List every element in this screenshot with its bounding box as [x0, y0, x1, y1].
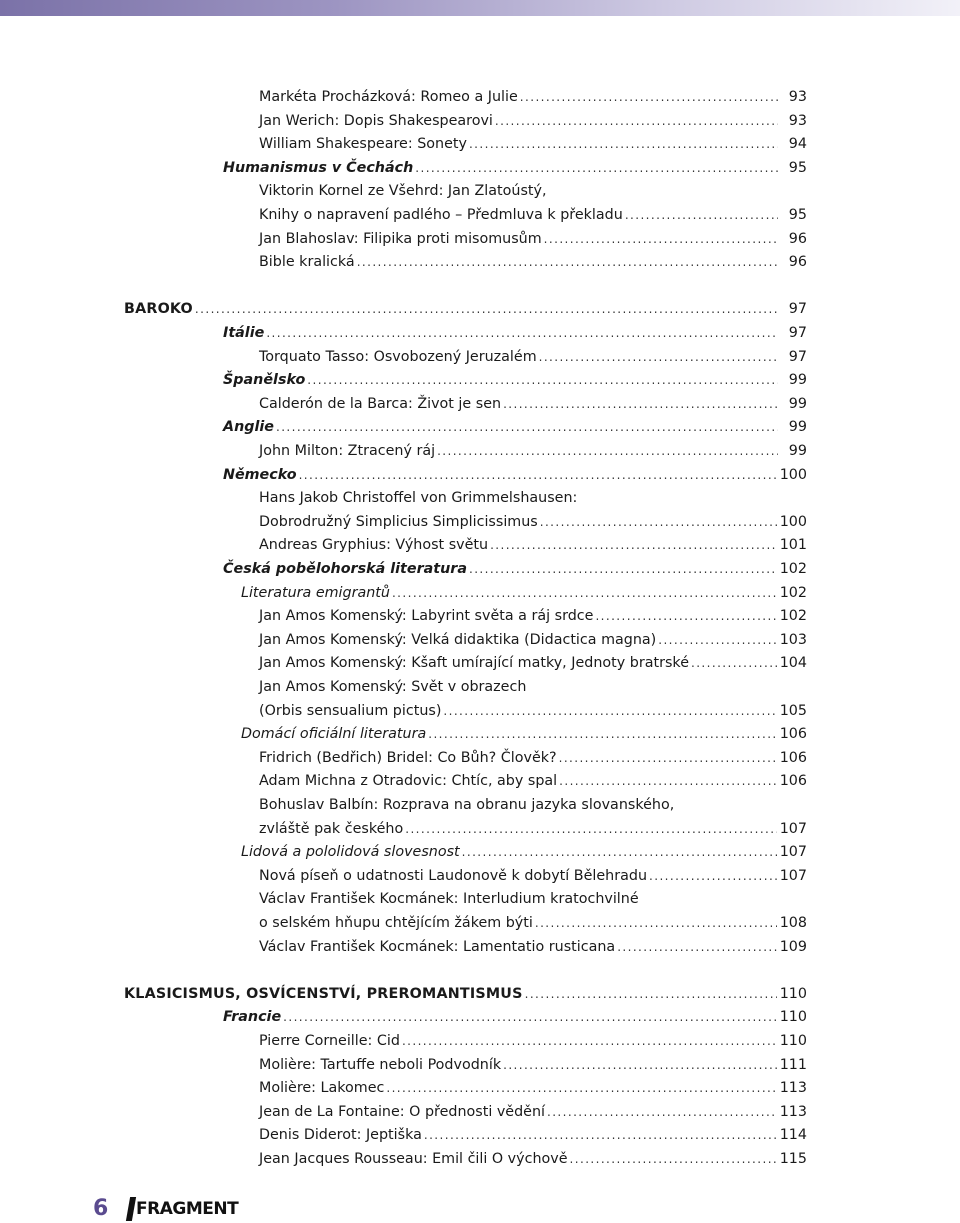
dot-leader: [547, 1100, 777, 1124]
dot-leader: [443, 699, 776, 723]
toc-entry: [259, 392, 807, 416]
toc-entry-title: Anglie: [223, 419, 274, 436]
toc-entry: [259, 628, 807, 652]
toc-entry: [259, 699, 807, 723]
dot-leader: [307, 368, 778, 392]
dot-leader: [469, 132, 778, 156]
logo-text: FRAGMENT: [136, 1199, 239, 1219]
dot-leader: [544, 227, 778, 251]
toc-entry: [223, 557, 807, 581]
toc-entry-title: Domácí oficiální literatura: [241, 726, 427, 743]
toc-entry: [241, 581, 807, 605]
toc-entry-title: Německo: [223, 466, 297, 483]
header-gradient-bar: [0, 0, 960, 16]
toc-entry-page: 100: [779, 513, 807, 530]
toc-entry-title: Knihy o napravení padlého – Předmluva k překladu: [259, 207, 623, 223]
dot-leader: [539, 345, 778, 369]
dot-leader: [195, 297, 778, 321]
toc-entry: [259, 486, 807, 510]
toc-entry: [259, 439, 807, 463]
toc-entry-title: Denis Diderot: Jeptiška: [259, 1127, 422, 1144]
toc-entry-title: Literatura emigrantů: [241, 584, 390, 601]
toc-entry: [124, 982, 807, 1006]
dot-leader: [540, 510, 777, 534]
toc-entry-title: Jan Amos Komenský: Kšaft umírající matky, Jednoty bratrské: [259, 655, 689, 672]
publisher-logo: [128, 1197, 238, 1221]
toc-entry: [259, 227, 807, 251]
toc-entry-title: o selském hňupu chtějícím žákem býti: [259, 915, 533, 931]
toc-entry-page: 107: [779, 820, 807, 837]
toc-entry-page: 103: [779, 631, 807, 648]
toc-entry: [241, 722, 807, 746]
toc-entry: [259, 887, 807, 911]
dot-leader: [415, 156, 778, 180]
toc-entry-page: 106: [779, 726, 807, 743]
toc-entry-title: Hans Jakob Christoffel von Grimmelshausen:: [259, 490, 578, 507]
dot-leader: [462, 840, 777, 864]
toc-entry: [259, 935, 807, 959]
toc-entry-page: 96: [788, 230, 807, 247]
toc-entry-title: Fridrich (Bedřich) Bridel: Co Bůh? Člověk?: [259, 749, 557, 766]
toc-entry-title: Calderón de la Barca: Život je sen: [259, 395, 502, 412]
toc-entry: [259, 1147, 807, 1171]
dot-leader: [503, 392, 778, 416]
toc-entry-title: Molière: Lakomec: [259, 1080, 385, 1097]
toc-entry: [259, 651, 807, 675]
toc-entry-title: William Shakespeare: Sonety: [259, 136, 467, 153]
toc-entry-page: 99: [788, 395, 807, 412]
toc-entry: [223, 1005, 807, 1029]
toc-entry: [223, 321, 807, 345]
toc-entry: [259, 793, 807, 817]
toc-entry: [259, 746, 807, 770]
toc-entry-title: Itálie: [223, 325, 265, 341]
toc-entry-page: 102: [779, 561, 807, 577]
dot-leader: [649, 864, 777, 888]
toc-entry: [223, 368, 807, 392]
dot-leader: [625, 203, 778, 227]
dot-leader: [495, 109, 778, 133]
dot-leader: [535, 911, 777, 935]
toc-entry-title: Adam Michna z Otradovic: Chtíc, aby spal: [259, 773, 558, 790]
toc-entry-page: 107: [779, 844, 807, 861]
toc-entry: [259, 109, 807, 133]
toc-entry-page: 99: [788, 443, 807, 459]
toc-entry: [259, 604, 807, 628]
toc-entry: [259, 675, 807, 699]
logo-mark-icon: [126, 1197, 136, 1221]
dot-leader: [392, 581, 777, 605]
toc-entry-title: Václav František Kocmánek: Interludium kratochvilné: [259, 891, 639, 908]
toc-entry-title: Václav František Kocmánek: Lamentatio rusticana: [259, 938, 616, 955]
toc-entry-page: 101: [779, 537, 807, 554]
dot-leader: [437, 439, 778, 463]
dot-leader: [520, 85, 778, 109]
toc-entry-title: Viktorin Kornel ze Všehrd: Jan Zlatoústý,: [259, 183, 547, 200]
toc-entry-page: 115: [779, 1151, 807, 1167]
toc-entry-title: John Milton: Ztracený ráj: [259, 443, 436, 459]
toc-entry-title: Pierre Corneille: Cid: [259, 1033, 400, 1049]
toc-entry-title: (Orbis sensualium pictus): [259, 702, 442, 719]
toc-entry: [259, 345, 807, 369]
toc-entry-title: Španělsko: [223, 372, 306, 389]
dot-leader: [559, 769, 777, 793]
toc-entry: [259, 203, 807, 227]
toc-entry: [259, 1123, 807, 1147]
toc-entry: [259, 1076, 807, 1100]
toc-entry-title: Humanismus v Čechách: [223, 159, 414, 176]
toc-entry-title: Jan Werich: Dopis Shakespearovi: [259, 112, 493, 129]
toc-entry-title: BAROKO: [124, 301, 193, 318]
toc-entry-page: 97: [788, 301, 807, 318]
toc-entry-page: 97: [788, 325, 807, 341]
toc-entry-title: Markéta Procházková: Romeo a Julie: [259, 89, 518, 105]
dot-leader: [276, 415, 778, 439]
toc-entry-page: 95: [788, 207, 807, 223]
toc-entry-title: Bible kralická: [259, 254, 355, 271]
toc-entry-title: Lidová a pololidová slovesnost: [241, 844, 460, 861]
toc-entry-page: 106: [779, 773, 807, 790]
toc-entry-page: 107: [779, 867, 807, 884]
toc-entry: [259, 911, 807, 935]
toc-entry: [259, 85, 807, 109]
dot-leader: [299, 463, 777, 487]
toc-entry-page: 114: [779, 1127, 807, 1144]
toc-entry-title: Jan Amos Komenský: Svět v obrazech: [259, 679, 527, 695]
dot-leader: [559, 746, 777, 770]
toc-entry-page: 105: [779, 702, 807, 719]
toc-entry: [259, 864, 807, 888]
toc-entry-title: Česká pobělohorská literatura: [223, 561, 467, 577]
toc-entry-page: 110: [779, 985, 807, 1002]
page-number: 6: [93, 1196, 109, 1221]
toc-entry-title: Torquato Tasso: Osvobozený Jeruzalém: [259, 348, 537, 365]
toc-entry-title: Jean Jacques Rousseau: Emil čili O výchově: [259, 1151, 568, 1167]
toc-entry: [259, 250, 807, 274]
dot-leader: [490, 533, 777, 557]
toc-entry-title: Jan Blahoslav: Filipika proti misomusům: [259, 230, 542, 247]
dot-leader: [424, 1123, 777, 1147]
dot-leader: [283, 1005, 777, 1029]
dot-leader: [469, 557, 777, 581]
toc-entry-title: KLASICISMUS, OSVÍCENSTVÍ, PREROMANTISMUS: [124, 985, 523, 1002]
toc-entry: [259, 1029, 807, 1053]
toc-entry: [259, 132, 807, 156]
toc-entry: [259, 533, 807, 557]
toc-entry-title: Dobrodružný Simplicius Simplicissimus: [259, 513, 538, 530]
dot-leader: [402, 1029, 777, 1053]
toc-entry-page: 106: [779, 749, 807, 766]
toc-entry-page: 96: [788, 254, 807, 271]
dot-leader: [405, 817, 776, 841]
toc-entry-page: 100: [779, 466, 807, 483]
dot-leader: [658, 628, 776, 652]
toc-entry-title: Jan Amos Komenský: Velká didaktika (Didactica magna): [259, 631, 657, 648]
toc-entry-page: 93: [788, 112, 807, 129]
toc-entry-title: Jan Amos Komenský: Labyrint světa a ráj srdce: [259, 608, 594, 625]
toc-entry: [223, 156, 807, 180]
toc-entry-title: Nová píseň o udatnosti Laudonově k dobytí Bělehradu: [259, 867, 648, 884]
toc-entry: [259, 1100, 807, 1124]
toc-entry-page: 109: [779, 938, 807, 955]
toc-entry-page: 113: [779, 1080, 807, 1097]
toc-entry: [223, 463, 807, 487]
toc-entry: [259, 510, 807, 534]
toc-entry-title: Andreas Gryphius: Výhost světu: [259, 537, 489, 554]
toc-entry-page: 94: [788, 136, 807, 153]
toc-entry-page: 97: [788, 348, 807, 365]
toc-entry-page: 110: [779, 1009, 807, 1026]
toc-entry-page: 95: [788, 159, 807, 176]
dot-leader: [357, 250, 778, 274]
toc-entry-page: 113: [779, 1103, 807, 1120]
toc-entry-title: Francie: [223, 1009, 282, 1026]
dot-leader: [525, 982, 777, 1006]
toc-entry: [124, 297, 807, 321]
toc-entry-page: 108: [779, 915, 807, 931]
toc-entry-title: zvláště pak českého: [259, 820, 404, 837]
dot-leader: [617, 935, 777, 959]
toc-entry: [223, 415, 807, 439]
toc-entry-page: 104: [779, 655, 807, 672]
toc-entry-page: 102: [779, 608, 807, 625]
toc-entry-title: Jean de La Fontaine: O přednosti vědění: [259, 1103, 545, 1120]
dot-leader: [570, 1147, 777, 1171]
toc-entry-page: 111: [779, 1056, 807, 1073]
toc-entry-page: 110: [779, 1033, 807, 1049]
toc-entry: [259, 769, 807, 793]
dot-leader: [691, 651, 777, 675]
toc-entry-page: 102: [779, 584, 807, 601]
toc-entry-page: 99: [788, 419, 807, 436]
dot-leader: [386, 1076, 776, 1100]
toc-entry-title: Bohuslav Balbín: Rozprava na obranu jazyka slovanského,: [259, 797, 675, 813]
toc-entry: [241, 840, 807, 864]
dot-leader: [428, 722, 776, 746]
toc-entry-title: Molière: Tartuffe neboli Podvodník: [259, 1056, 502, 1073]
toc-entry: [259, 179, 807, 203]
dot-leader: [503, 1053, 777, 1077]
dot-leader: [266, 321, 778, 345]
toc-entry-page: 99: [788, 372, 807, 389]
toc-entry: [259, 1053, 807, 1077]
toc-entry-page: 93: [788, 89, 807, 105]
dot-leader: [595, 604, 776, 628]
toc-entry: [259, 817, 807, 841]
